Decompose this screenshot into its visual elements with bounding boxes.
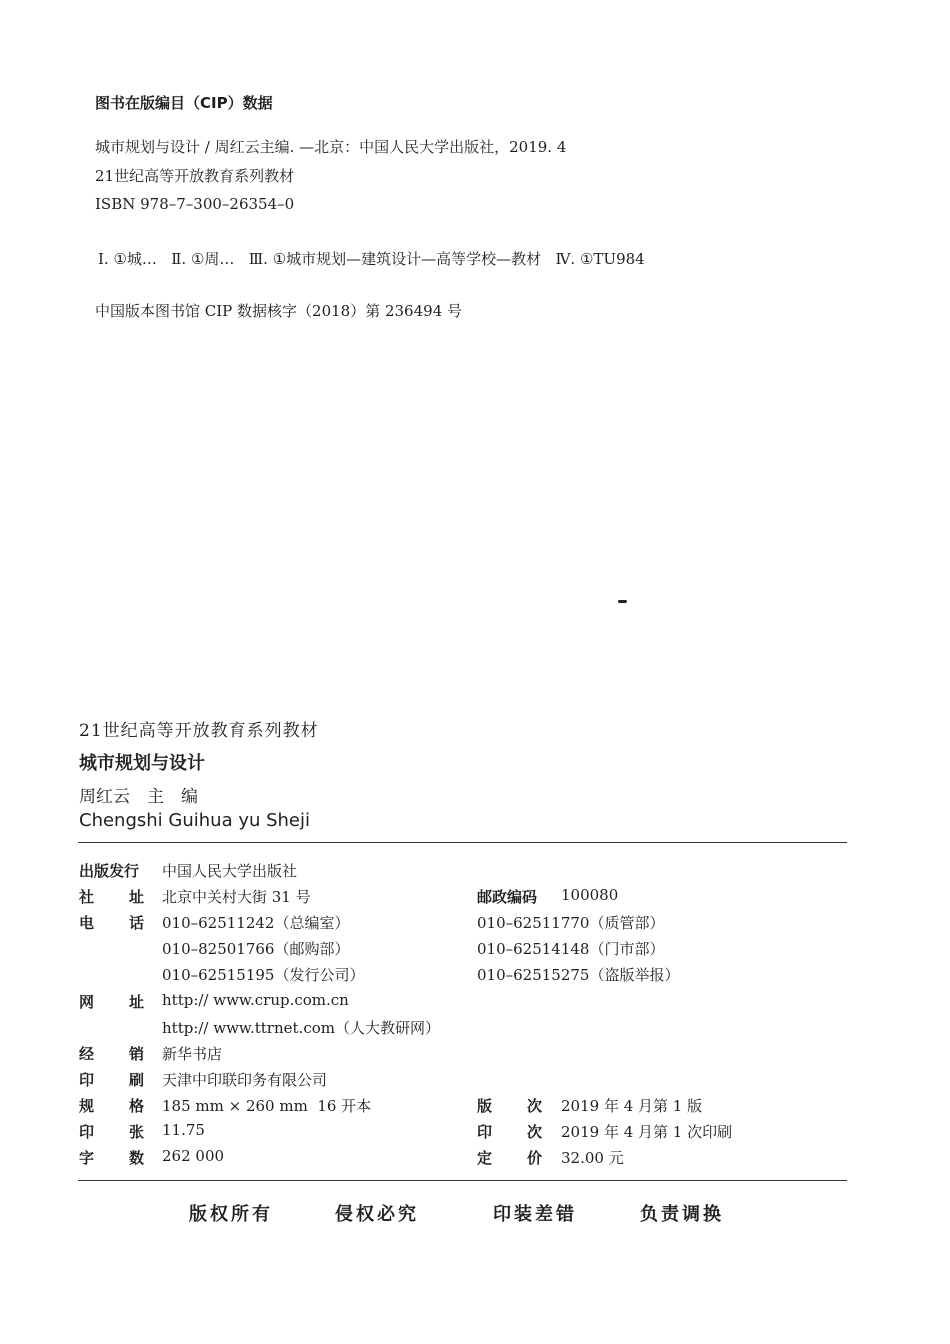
printer-value: 天津中印联印务有限公司 xyxy=(162,1071,328,1089)
web-link-crup[interactable]: http:// www.crup.com.cn xyxy=(162,991,349,1009)
top-rule xyxy=(78,842,847,843)
scan-speck xyxy=(618,600,627,603)
cip-line-record-number: 中国版本图书馆 CIP 数据核字（2018）第 236494 号 xyxy=(95,302,463,320)
cip-title: 图书在版编目（CIP）数据 xyxy=(95,94,273,112)
phone-editorial: 010–62511242（总编室） xyxy=(162,914,350,932)
printer-label-b: 刷 xyxy=(129,1071,145,1089)
slogan-binding-error: 印装差错 xyxy=(493,1204,577,1225)
series-name: 21世纪高等开放教育系列教材 xyxy=(79,721,319,741)
words-label-a: 字 xyxy=(79,1149,95,1167)
web-label-b: 址 xyxy=(129,993,145,1011)
phone-label-a: 电 xyxy=(79,914,95,932)
address-label-b: 址 xyxy=(129,888,145,906)
book-title: 城市规划与设计 xyxy=(79,753,205,774)
publisher-label: 出版发行 xyxy=(79,862,140,880)
price-label-b: 价 xyxy=(527,1149,543,1167)
sheets-label-a: 印 xyxy=(79,1123,95,1141)
edition-label-b: 次 xyxy=(527,1097,543,1115)
web-link-ttrnet[interactable]: http:// www.ttrnet.com（人大教研网） xyxy=(162,1019,440,1037)
slogan-copyright: 版权所有 xyxy=(189,1204,273,1225)
spec-label-b: 格 xyxy=(129,1097,145,1115)
cip-line-classification: Ⅰ. ①城… Ⅱ. ①周… Ⅲ. ①城市规划—建筑设计—高等学校—教材 Ⅳ. ①TU984 xyxy=(98,250,645,268)
spec-value: 185 mm × 260 mm 16 开本 xyxy=(162,1097,372,1115)
words-label-b: 数 xyxy=(129,1149,145,1167)
price-label-a: 定 xyxy=(477,1149,493,1167)
address-label-a: 社 xyxy=(79,888,95,906)
edition-value: 2019 年 4 月第 1 版 xyxy=(561,1097,703,1115)
phone-label-b: 话 xyxy=(129,914,145,932)
phone-distribution: 010–62515195（发行公司） xyxy=(162,966,365,984)
postcode-label: 邮政编码 xyxy=(477,888,538,906)
slogan-infringement: 侵权必究 xyxy=(335,1204,419,1225)
cip-line-isbn: ISBN 978–7–300–26354–0 xyxy=(95,195,295,213)
printing-value: 2019 年 4 月第 1 次印刷 xyxy=(561,1123,733,1141)
price-value: 32.00 元 xyxy=(561,1149,624,1167)
printer-label-a: 印 xyxy=(79,1071,95,1089)
spec-label-a: 规 xyxy=(79,1097,95,1115)
phone-store: 010–62514148（门市部） xyxy=(477,940,665,958)
book-author: 周红云 主 编 xyxy=(79,787,198,807)
sheets-label-b: 张 xyxy=(129,1123,145,1141)
distributor-label-a: 经 xyxy=(79,1045,95,1063)
book-pinyin-title: Chengshi Guihua yu Sheji xyxy=(79,810,311,831)
edition-label-a: 版 xyxy=(477,1097,493,1115)
phone-mail-order: 010–82501766（邮购部） xyxy=(162,940,350,958)
publisher-value: 中国人民大学出版社 xyxy=(162,862,298,880)
address-value: 北京中关村大街 31 号 xyxy=(162,888,311,906)
phone-piracy-report: 010–62515275（盗版举报） xyxy=(477,966,680,984)
bottom-rule xyxy=(78,1180,847,1181)
printing-label-a: 印 xyxy=(477,1123,493,1141)
printing-label-b: 次 xyxy=(527,1123,543,1141)
phone-quality: 010–62511770（质管部） xyxy=(477,914,665,932)
distributor-label-b: 销 xyxy=(129,1045,145,1063)
web-label-a: 网 xyxy=(79,993,95,1011)
sheets-value: 11.75 xyxy=(162,1121,205,1139)
slogan-exchange: 负责调换 xyxy=(640,1204,724,1225)
distributor-value: 新华书店 xyxy=(162,1045,223,1063)
postcode-value: 100080 xyxy=(561,886,619,904)
cip-line-series: 21世纪高等开放教育系列教材 xyxy=(95,167,295,185)
words-value: 262 000 xyxy=(162,1147,225,1165)
cip-line-citation: 城市规划与设计 / 周红云主编. —北京：中国人民大学出版社，2019. 4 xyxy=(95,138,567,156)
